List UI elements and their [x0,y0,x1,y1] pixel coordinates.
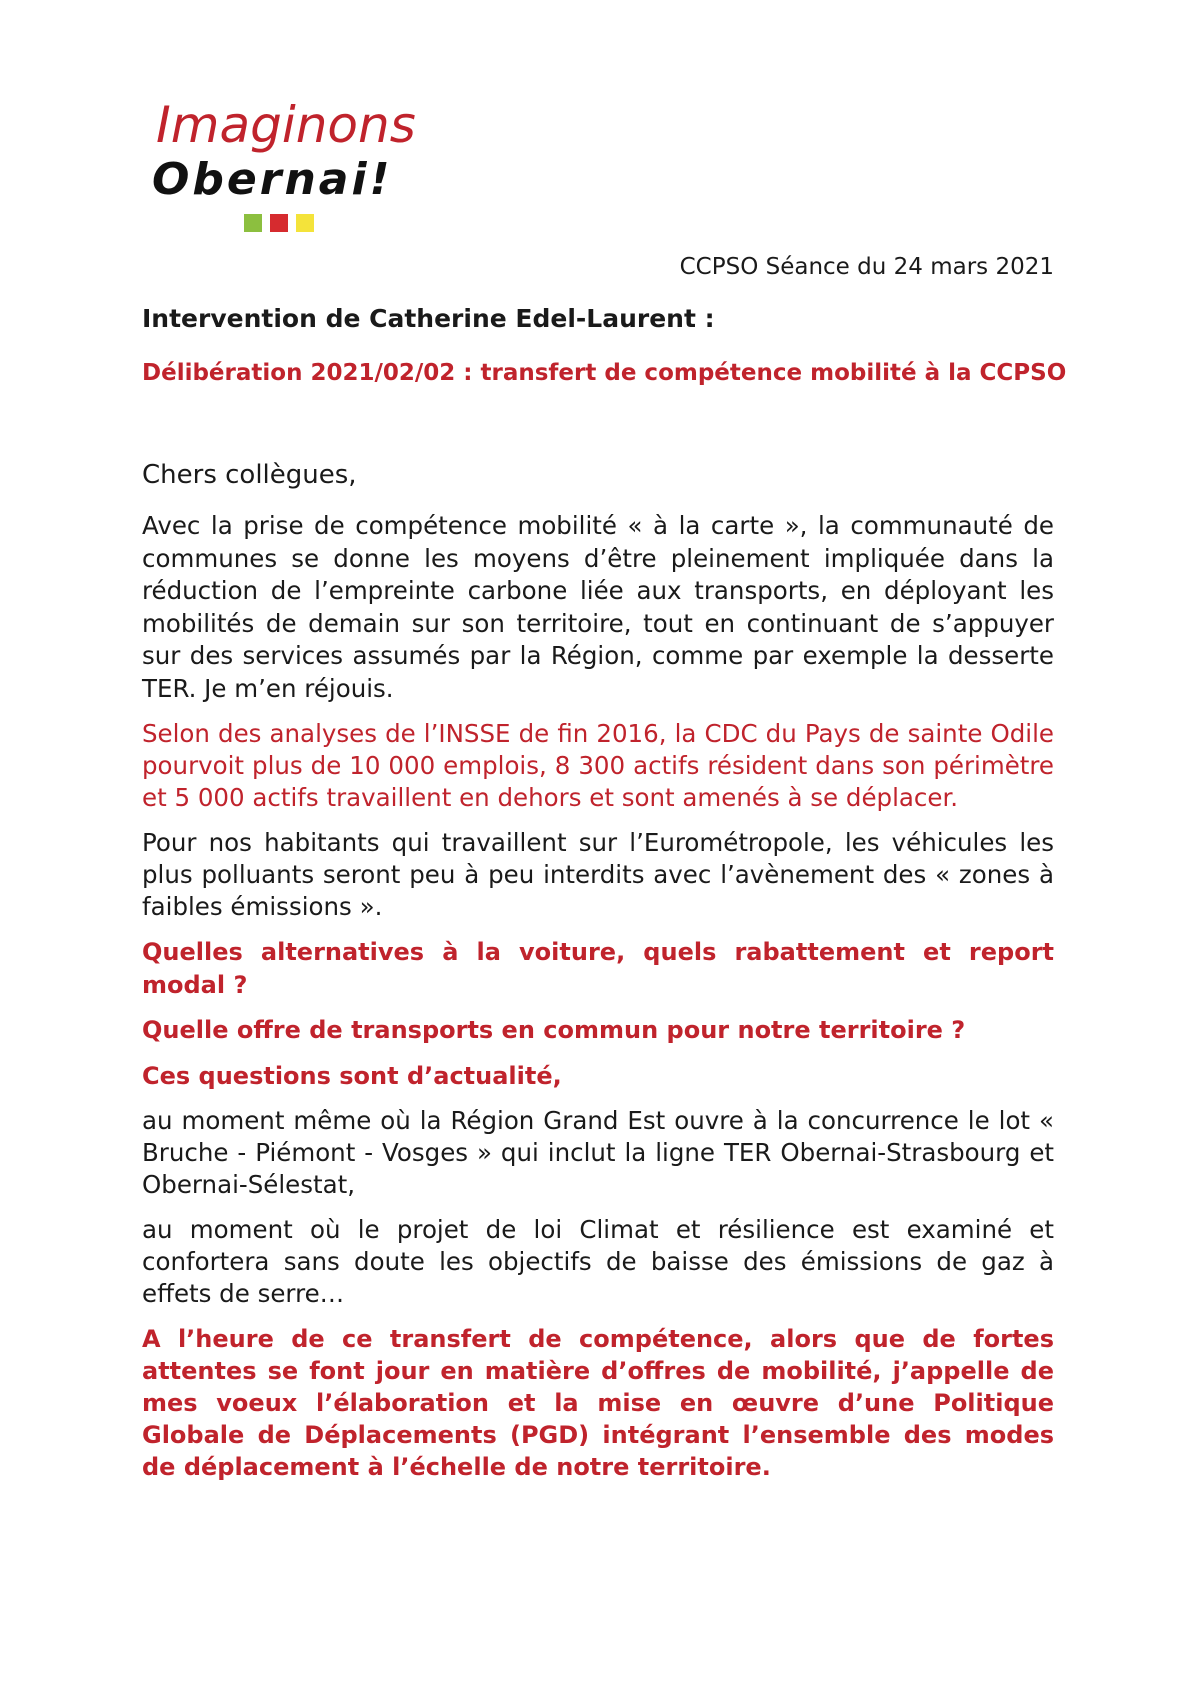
paragraph-region-grand-est: au moment même où la Région Grand Est ouvre à la concurrence le lot « Bruche - Piémont - Vosges » qui inclut la ligne TER Obernai-Strasbourg et Obernai-Sélestat, [142,1106,1054,1199]
paragraph-conclusion: A l’heure de ce transfert de compétence, alors que de fortes attentes se font jour en matière d’offres de mobilité, j’appelle de mes voeux l’élaboration et la mise en œuvre d’une Politique Globale de Déplacements (PGD) intégrant l’ensemble des modes de déplacement à l’échelle de notre territoire. [142,1325,1054,1481]
paragraph-loi-climat: au moment où le projet de loi Climat et résilience est examiné et confortera sans doute les objectifs de baisse des émissions de gaz à effets de serre… [142,1215,1054,1308]
paragraph-intro: Avec la prise de compétence mobilité « à la carte », la communauté de communes se donne les moyens d’être pleinement impliquée dans la réduction de l’empreinte carbone liée aux transports, en déployant les mobilités de demain sur son territoire, tout en continuant de s’appuyer sur des services assumés par la Région, comme par exemple la desserte TER. Je m’en réjouis. [142,511,1054,703]
deliberation-title: Délibération 2021/02/02 : transfert de compétence mobilité à la CCPSO [142,360,1067,386]
logo-square-yellow [296,214,314,232]
paragraph-eurometropole: Pour nos habitants qui travaillent sur l’Eurométropole, les véhicules les plus polluants seront peu à peu interdits avec l’avènement des « zones à faibles émissions ». [142,828,1054,921]
question-alternatives: Quelles alternatives à la voiture, quels rabattement et report modal ? [142,938,1054,999]
logo [152,96,422,240]
questions-current: Ces questions sont d’actualité, [142,1061,562,1090]
logo-text-obernai: Obernai! [152,154,393,205]
document-body [142,510,1054,1496]
logo-square-red [270,214,288,232]
document-heading: Intervention de Catherine Edel-Laurent : [142,304,715,333]
paragraph-statistics: Selon des analyses de l’INSSE de fin 2016, la CDC du Pays de sainte Odile pourvoit plus de 10 000 emplois, 8 300 actifs résident dans son périmètre et 5 000 actifs travaillent en dehors et sont amenés à se déplacer. [142,719,1054,812]
logo-square-green [244,214,262,232]
logo-text-imaginons: Imaginons [156,96,416,154]
question-transport-offer: Quelle offre de transports en commun pour notre territoire ? [142,1016,966,1044]
logo-color-squares [244,214,314,232]
salutation: Chers collègues, [142,460,357,490]
session-date: CCPSO Séance du 24 mars 2021 [679,254,1054,280]
